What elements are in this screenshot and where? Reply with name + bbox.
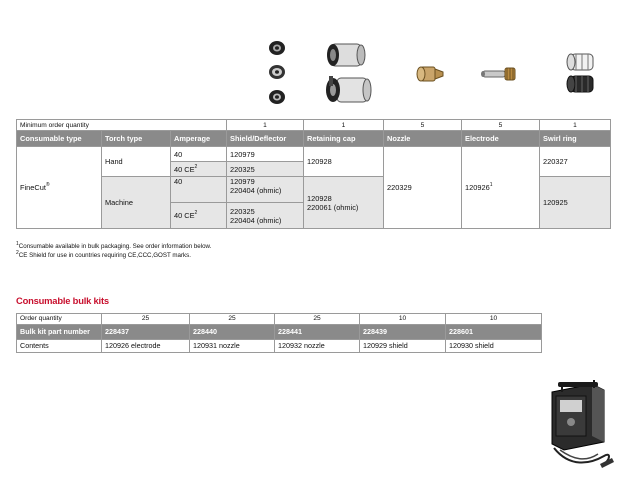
min-order-nozzle: 5: [384, 120, 462, 131]
footnote-1: [16, 242, 211, 251]
bulk-part-number: 228440: [190, 325, 275, 340]
plasma-cutter-image: [540, 378, 620, 473]
machine-shield-2a: 220325: [230, 206, 255, 216]
bulk-header-row: [17, 325, 542, 340]
bulk-part-number: 228439: [360, 325, 446, 340]
nozzle-image: [417, 67, 443, 81]
machine-shield-2b: 220404 (ohmic): [230, 215, 282, 225]
hand-amp-40: 40: [171, 147, 227, 162]
min-order-label: Minimum order quantity: [17, 120, 227, 131]
bulk-contents-label: Contents: [17, 340, 102, 353]
min-order-row: [17, 120, 611, 131]
consumable-images: [255, 36, 615, 106]
electrode-footnote-mark: 1: [489, 182, 493, 188]
min-order-swirl: 1: [540, 120, 611, 131]
bulk-contents-item: 120930 shield: [446, 340, 542, 353]
header-row: [17, 131, 611, 147]
shield-deflector-image: [269, 41, 285, 104]
registered-mark: ®: [45, 182, 50, 188]
retaining-cap-image: [326, 44, 371, 102]
consumable-type-value: FineCut: [20, 183, 46, 192]
bulk-order-qty: 10: [446, 314, 542, 325]
machine-cap: [304, 177, 384, 229]
header-shield: Shield/Deflector: [227, 131, 304, 147]
header-amperage: Amperage: [171, 131, 227, 147]
footnote-1-text: Consumable available in bulk packaging. See order information below.: [18, 243, 212, 250]
footnote-2-mark: 2: [16, 250, 19, 256]
hand-amp-ce-cell: [171, 162, 227, 177]
bulk-order-label: Order quantity: [17, 314, 102, 325]
electrode-value: 120926: [465, 183, 490, 192]
bulk-part-number: 228437: [102, 325, 190, 340]
header-retaining-cap: Retaining cap: [304, 131, 384, 147]
machine-amp-ce: 40 CE: [174, 211, 195, 220]
min-order-shield: 1: [227, 120, 304, 131]
electrode-image: [481, 68, 515, 80]
hand-amp-ce-mark: 2: [194, 163, 198, 170]
bulk-kits-title: Consumable bulk kits: [16, 295, 109, 306]
hand-shield-1: 120979: [227, 147, 304, 162]
hand-swirl: 220327: [540, 147, 611, 177]
header-torch-type: Torch type: [102, 131, 171, 147]
swirl-ring-image: [567, 54, 593, 92]
hand-amp-ce: 40 CE: [174, 164, 195, 174]
header-swirl-ring: Swirl ring: [540, 131, 611, 147]
torch-machine: Machine: [102, 177, 171, 229]
nozzle-value: 220329: [384, 147, 462, 229]
bulk-kits-table: [16, 313, 542, 353]
header-electrode: Electrode: [462, 131, 540, 147]
machine-cap-b: 220061 (ohmic): [307, 202, 359, 212]
header-consumable-type: Consumable type: [17, 131, 102, 147]
bulk-order-qty: 25: [275, 314, 360, 325]
machine-cap-a: 120928: [307, 193, 332, 203]
machine-swirl: 120925: [540, 177, 611, 229]
torch-hand: Hand: [102, 147, 171, 177]
machine-amp-ce-cell: [171, 203, 227, 229]
footnote-2-text: CE Shield for use in countries requiring CE,CCC,GOST marks.: [18, 252, 191, 259]
bulk-contents-item: 120926 electrode: [102, 340, 190, 353]
bulk-order-qty: 25: [102, 314, 190, 325]
footnote-2: [16, 251, 211, 260]
machine-shield-2: [227, 203, 304, 229]
consumable-type-cell: [17, 147, 102, 229]
bulk-header-label: Bulk kit part number: [17, 325, 102, 340]
hand-row-1: [17, 147, 611, 162]
footnotes: [16, 242, 211, 260]
consumables-table: [16, 119, 611, 229]
bulk-order-qty: 25: [190, 314, 275, 325]
min-order-electrode: 5: [462, 120, 540, 131]
header-nozzle: Nozzle: [384, 131, 462, 147]
bulk-part-number: 228441: [275, 325, 360, 340]
machine-shield-1: [227, 177, 304, 203]
machine-shield-1b: 220404 (ohmic): [230, 186, 282, 195]
bulk-contents-item: 120932 nozzle: [275, 340, 360, 353]
bulk-part-number: 228601: [446, 325, 542, 340]
machine-shield-1a: 120979: [230, 177, 255, 186]
footnote-1-mark: 1: [16, 241, 19, 247]
bulk-contents-row: [17, 340, 542, 353]
machine-amp-ce-mark: 2: [194, 210, 198, 216]
hand-shield-2: 220325: [227, 162, 304, 177]
hand-cap: 120928: [304, 147, 384, 177]
bulk-order-row: [17, 314, 542, 325]
electrode-cell: [462, 147, 540, 229]
machine-amp-40: 40: [171, 177, 227, 203]
bulk-order-qty: 10: [360, 314, 446, 325]
min-order-cap: 1: [304, 120, 384, 131]
bulk-contents-item: 120929 shield: [360, 340, 446, 353]
bulk-contents-item: 120931 nozzle: [190, 340, 275, 353]
